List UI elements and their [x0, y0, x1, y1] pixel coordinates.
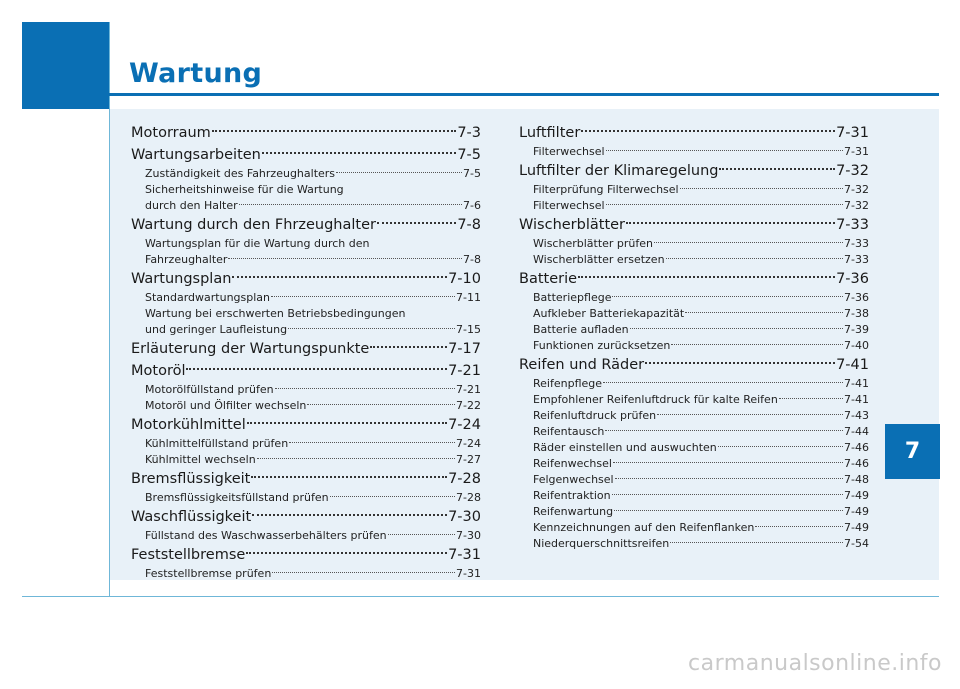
- toc-leader-dots: [289, 442, 455, 443]
- toc-entry[interactable]: [131, 144, 481, 166]
- toc-entry-label: Wischerblätter ersetzen: [533, 253, 665, 266]
- toc-leader-dots: [614, 510, 843, 511]
- toc-leader-dots: [615, 478, 843, 479]
- toc-page-number: 7-21: [456, 383, 481, 396]
- toc-subentry[interactable]: [519, 520, 869, 536]
- toc-subentry[interactable]: [131, 290, 481, 306]
- toc-entry-label: Funktionen zurücksetzen: [533, 339, 671, 352]
- toc-entry-label: Erläuterung der Wartungspunkte: [131, 341, 370, 357]
- toc-entry-label: Luftfilter: [519, 125, 581, 141]
- toc-subentry[interactable]: [519, 338, 869, 354]
- toc-page-number: 7-31: [844, 145, 869, 158]
- toc-entry-label: Motoröl und Ölfilter wechseln: [145, 399, 307, 412]
- toc-page-number: 7-44: [844, 425, 869, 438]
- bottom-rule: [22, 596, 939, 597]
- toc-entry-label: Wartungsplan: [131, 271, 232, 287]
- toc-page-number: 7-11: [456, 291, 481, 304]
- toc-page-number: 7-36: [836, 271, 869, 287]
- toc-entry-label: Füllstand des Waschwasserbehälters prüfen: [145, 529, 387, 542]
- toc-entry[interactable]: [131, 506, 481, 528]
- toc-leader-dots: [252, 514, 447, 516]
- toc-page-number: 7-5: [457, 147, 481, 163]
- toc-leader-dots: [239, 204, 462, 205]
- toc-subentry-text: Sicherheitshinweise für die Wartung: [145, 183, 344, 196]
- toc-leader-dots: [232, 276, 447, 278]
- toc-leader-dots: [246, 552, 447, 554]
- toc-entry-label: Fahrzeughalter: [145, 253, 228, 266]
- toc-entry-label: Kühlmittel wechseln: [145, 453, 256, 466]
- toc-entry-label: Reifenwechsel: [533, 457, 612, 470]
- toc-leader-dots: [630, 328, 843, 329]
- toc-leader-dots: [336, 172, 462, 173]
- toc-subentry[interactable]: [131, 528, 481, 544]
- toc-page-number: 7-31: [836, 125, 869, 141]
- toc-leader-dots: [605, 430, 843, 431]
- toc-subentry[interactable]: [131, 452, 481, 468]
- toc-page-number: 7-5: [463, 167, 481, 180]
- toc-leader-dots: [666, 258, 843, 259]
- toc-leader-dots: [779, 398, 843, 399]
- toc-leader-dots: [612, 494, 843, 495]
- toc-subentry[interactable]: [519, 488, 869, 504]
- toc-entry[interactable]: [131, 268, 481, 290]
- toc-subentry[interactable]: [519, 456, 869, 472]
- toc-page-number: 7-33: [836, 217, 869, 233]
- toc-subentry[interactable]: [519, 306, 869, 322]
- toc-entry-label: Waschflüssigkeit: [131, 509, 252, 525]
- toc-subentry[interactable]: [519, 144, 869, 160]
- toc-leader-dots: [670, 542, 843, 543]
- toc-leader-dots: [626, 222, 835, 224]
- toc-page-number: 7-22: [456, 399, 481, 412]
- toc-leader-dots: [307, 404, 455, 405]
- toc-subentry[interactable]: [519, 536, 869, 552]
- toc-leader-dots: [288, 328, 455, 329]
- toc-subentry[interactable]: [519, 322, 869, 338]
- toc-leader-dots: [719, 168, 835, 170]
- toc-entry[interactable]: [131, 338, 481, 360]
- toc-leader-dots: [186, 368, 447, 370]
- toc-entry-label: Motorkühlmittel: [131, 417, 246, 433]
- toc-page-number: 7-41: [844, 393, 869, 406]
- toc-entry-label: Wartungsarbeiten: [131, 147, 261, 163]
- toc-page-number: 7-54: [844, 537, 869, 550]
- toc-entry[interactable]: [519, 354, 869, 376]
- toc-entry-label: Reifenwartung: [533, 505, 614, 518]
- toc-page-number: 7-36: [844, 291, 869, 304]
- toc-entry[interactable]: [131, 544, 481, 566]
- title-underline: [109, 93, 939, 96]
- toc-subentry[interactable]: [131, 166, 481, 182]
- toc-leader-dots: [212, 130, 457, 132]
- toc-page-number: 7-6: [463, 199, 481, 212]
- toc-page-number: 7-48: [844, 473, 869, 486]
- toc-entry-label: Felgenwechsel: [533, 473, 614, 486]
- toc-entry-label: Feststellbremse prüfen: [145, 567, 272, 580]
- toc-entry-label: Reifentausch: [533, 425, 605, 438]
- toc-page-number: 7-3: [457, 125, 481, 141]
- toc-page-number: 7-32: [836, 163, 869, 179]
- toc-leader-dots: [388, 534, 455, 535]
- toc-page-number: 7-10: [448, 271, 481, 287]
- toc-page-number: 7-41: [844, 377, 869, 390]
- toc-page-number: 7-30: [448, 509, 481, 525]
- toc-leader-dots: [755, 526, 843, 527]
- toc-page-number: 7-28: [448, 471, 481, 487]
- toc-entry-label: Kennzeichnungen auf den Reifenflanken: [533, 521, 755, 534]
- toc-entry-label: Standardwartungsplan: [145, 291, 271, 304]
- toc-subentry[interactable]: [519, 252, 869, 268]
- toc-entry-label: Niederquerschnittsreifen: [533, 537, 670, 550]
- toc-entry-label: Feststellbremse: [131, 547, 246, 563]
- toc-page-number: 7-31: [456, 567, 481, 580]
- toc-entry[interactable]: [519, 122, 869, 144]
- toc-entry-label: Motorölfüllstand prüfen: [145, 383, 274, 396]
- toc-subentry[interactable]: [519, 376, 869, 392]
- toc-entry-label: Kühlmittelfüllstand prüfen: [145, 437, 289, 450]
- toc-entry[interactable]: [131, 360, 481, 382]
- toc-page-number: 7-39: [844, 323, 869, 336]
- toc-leader-dots: [272, 572, 455, 573]
- toc-entry-label: Aufkleber Batteriekapazität: [533, 307, 685, 320]
- toc-page-number: 7-43: [844, 409, 869, 422]
- toc-leader-dots: [262, 152, 456, 154]
- toc-page-number: 7-38: [844, 307, 869, 320]
- toc-leader-dots: [578, 276, 835, 278]
- toc-page-number: 7-46: [844, 457, 869, 470]
- toc-entry-label: und geringer Laufleistung: [145, 323, 288, 336]
- toc-page-number: 7-28: [456, 491, 481, 504]
- toc-entry[interactable]: [131, 122, 481, 144]
- toc-subentry[interactable]: [519, 290, 869, 306]
- toc-entry-label: Filterprüfung Filterwechsel: [533, 183, 679, 196]
- toc-leader-dots: [228, 258, 462, 259]
- toc-entry-label: Batteriepflege: [533, 291, 612, 304]
- toc-leader-dots: [654, 242, 843, 243]
- toc-page-number: 7-17: [448, 341, 481, 357]
- toc-leader-dots: [247, 422, 447, 424]
- toc-entry-label: Bremsflüssigkeitsfüllstand prüfen: [145, 491, 329, 504]
- toc-entry[interactable]: [519, 268, 869, 290]
- toc-entry-label: Wischerblätter: [519, 217, 626, 233]
- toc-page-number: 7-49: [844, 489, 869, 502]
- toc-leader-dots: [671, 344, 843, 345]
- toc-entry-label: durch den Halter: [145, 199, 238, 212]
- toc-subentry[interactable]: [131, 490, 481, 506]
- toc-leader-dots: [612, 296, 843, 297]
- toc-subentry[interactable]: [131, 198, 481, 214]
- toc-subentry[interactable]: [519, 472, 869, 488]
- toc-subentry[interactable]: [131, 382, 481, 398]
- toc-entry[interactable]: [131, 468, 481, 490]
- toc-entry-label: Luftfilter der Klimaregelung: [519, 163, 719, 179]
- toc-page-number: 7-8: [463, 253, 481, 266]
- toc-page-number: 7-32: [844, 183, 869, 196]
- toc-page-number: 7-27: [456, 453, 481, 466]
- toc-page-number: 7-24: [448, 417, 481, 433]
- toc-page-number: 7-33: [844, 253, 869, 266]
- toc-leader-dots: [657, 414, 843, 415]
- toc-subentry[interactable]: [131, 566, 481, 582]
- toc-entry-label: Filterwechsel: [533, 145, 605, 158]
- toc-page-number: 7-40: [844, 339, 869, 352]
- toc-entry-label: Reifen und Räder: [519, 357, 645, 373]
- toc-page-number: 7-31: [448, 547, 481, 563]
- toc-entry-label: Zuständigkeit des Fahrzeughalters: [145, 167, 336, 180]
- toc-page-number: 7-32: [844, 199, 869, 212]
- toc-entry-label: Reifentraktion: [533, 489, 611, 502]
- toc-page-number: 7-8: [457, 217, 481, 233]
- toc-entry[interactable]: [131, 414, 481, 436]
- toc-subentry[interactable]: [519, 504, 869, 520]
- toc-subentry[interactable]: [131, 398, 481, 414]
- toc-leader-dots: [718, 446, 843, 447]
- toc-entry-label: Empfohlener Reifenluftdruck für kalte Reifen: [533, 393, 778, 406]
- toc-page-number: 7-41: [836, 357, 869, 373]
- toc-subentry[interactable]: [519, 392, 869, 408]
- toc-entry[interactable]: [519, 160, 869, 182]
- toc-leader-dots: [645, 362, 835, 364]
- toc-page-number: 7-46: [844, 441, 869, 454]
- toc-page-number: 7-49: [844, 521, 869, 534]
- toc-subentry[interactable]: [519, 236, 869, 252]
- chapter-tab[interactable]: 7: [885, 424, 940, 479]
- toc-subentry[interactable]: [131, 436, 481, 452]
- toc-leader-dots: [606, 150, 843, 151]
- toc-entry-label: Motorraum: [131, 125, 211, 141]
- toc-leader-dots: [330, 496, 455, 497]
- toc-leader-dots: [603, 382, 843, 383]
- toc-leader-dots: [251, 476, 447, 478]
- toc-subentry-text: Wartungsplan für die Wartung durch den: [145, 237, 370, 250]
- toc-entry-label: Wischerblätter prüfen: [533, 237, 654, 250]
- toc-page-number: 7-33: [844, 237, 869, 250]
- toc-column-right: [519, 122, 869, 552]
- toc-entry-label: Reifenpflege: [533, 377, 603, 390]
- toc-page-number: 7-21: [448, 363, 481, 379]
- header-color-block: [22, 22, 109, 109]
- toc-entry-label: Räder einstellen und auswuchten: [533, 441, 717, 454]
- toc-page-number: 7-49: [844, 505, 869, 518]
- toc-entry-label: Wartung durch den Fhrzeughalter: [131, 217, 376, 233]
- toc-subentry[interactable]: [131, 322, 481, 338]
- toc-entry[interactable]: [131, 214, 481, 236]
- toc-subentry[interactable]: [131, 252, 481, 268]
- toc-column-left: [131, 122, 481, 582]
- toc-entry[interactable]: [519, 214, 869, 236]
- toc-leader-dots: [613, 462, 843, 463]
- toc-entry-label: Motoröl: [131, 363, 186, 379]
- toc-page-number: 7-24: [456, 437, 481, 450]
- toc-subentry[interactable]: [519, 408, 869, 424]
- toc-leader-dots: [370, 346, 447, 348]
- toc-leader-dots: [685, 312, 843, 313]
- toc-subentry[interactable]: [519, 440, 869, 456]
- toc-leader-dots: [606, 204, 843, 205]
- footer-watermark: carmanualsonline.info: [688, 651, 942, 676]
- toc-entry-label: Bremsflüssigkeit: [131, 471, 251, 487]
- toc-page-number: 7-30: [456, 529, 481, 542]
- toc-subentry[interactable]: [519, 424, 869, 440]
- toc-leader-dots: [680, 188, 843, 189]
- toc-leader-dots: [271, 296, 455, 297]
- toc-entry-label: Filterwechsel: [533, 199, 605, 212]
- toc-leader-dots: [581, 130, 835, 132]
- toc-subentry-text: Wartung bei erschwerten Betriebsbedingungen: [145, 307, 406, 320]
- toc-subentry[interactable]: [519, 198, 869, 214]
- toc-entry-label: Batterie: [519, 271, 578, 287]
- toc-subentry[interactable]: [519, 182, 869, 198]
- toc-page-number: 7-15: [456, 323, 481, 336]
- toc-leader-dots: [257, 458, 455, 459]
- toc-entry-label: Batterie aufladen: [533, 323, 629, 336]
- page-title: Wartung: [129, 58, 263, 89]
- toc-leader-dots: [377, 222, 456, 224]
- toc-leader-dots: [275, 388, 455, 389]
- toc-entry-label: Reifenluftdruck prüfen: [533, 409, 657, 422]
